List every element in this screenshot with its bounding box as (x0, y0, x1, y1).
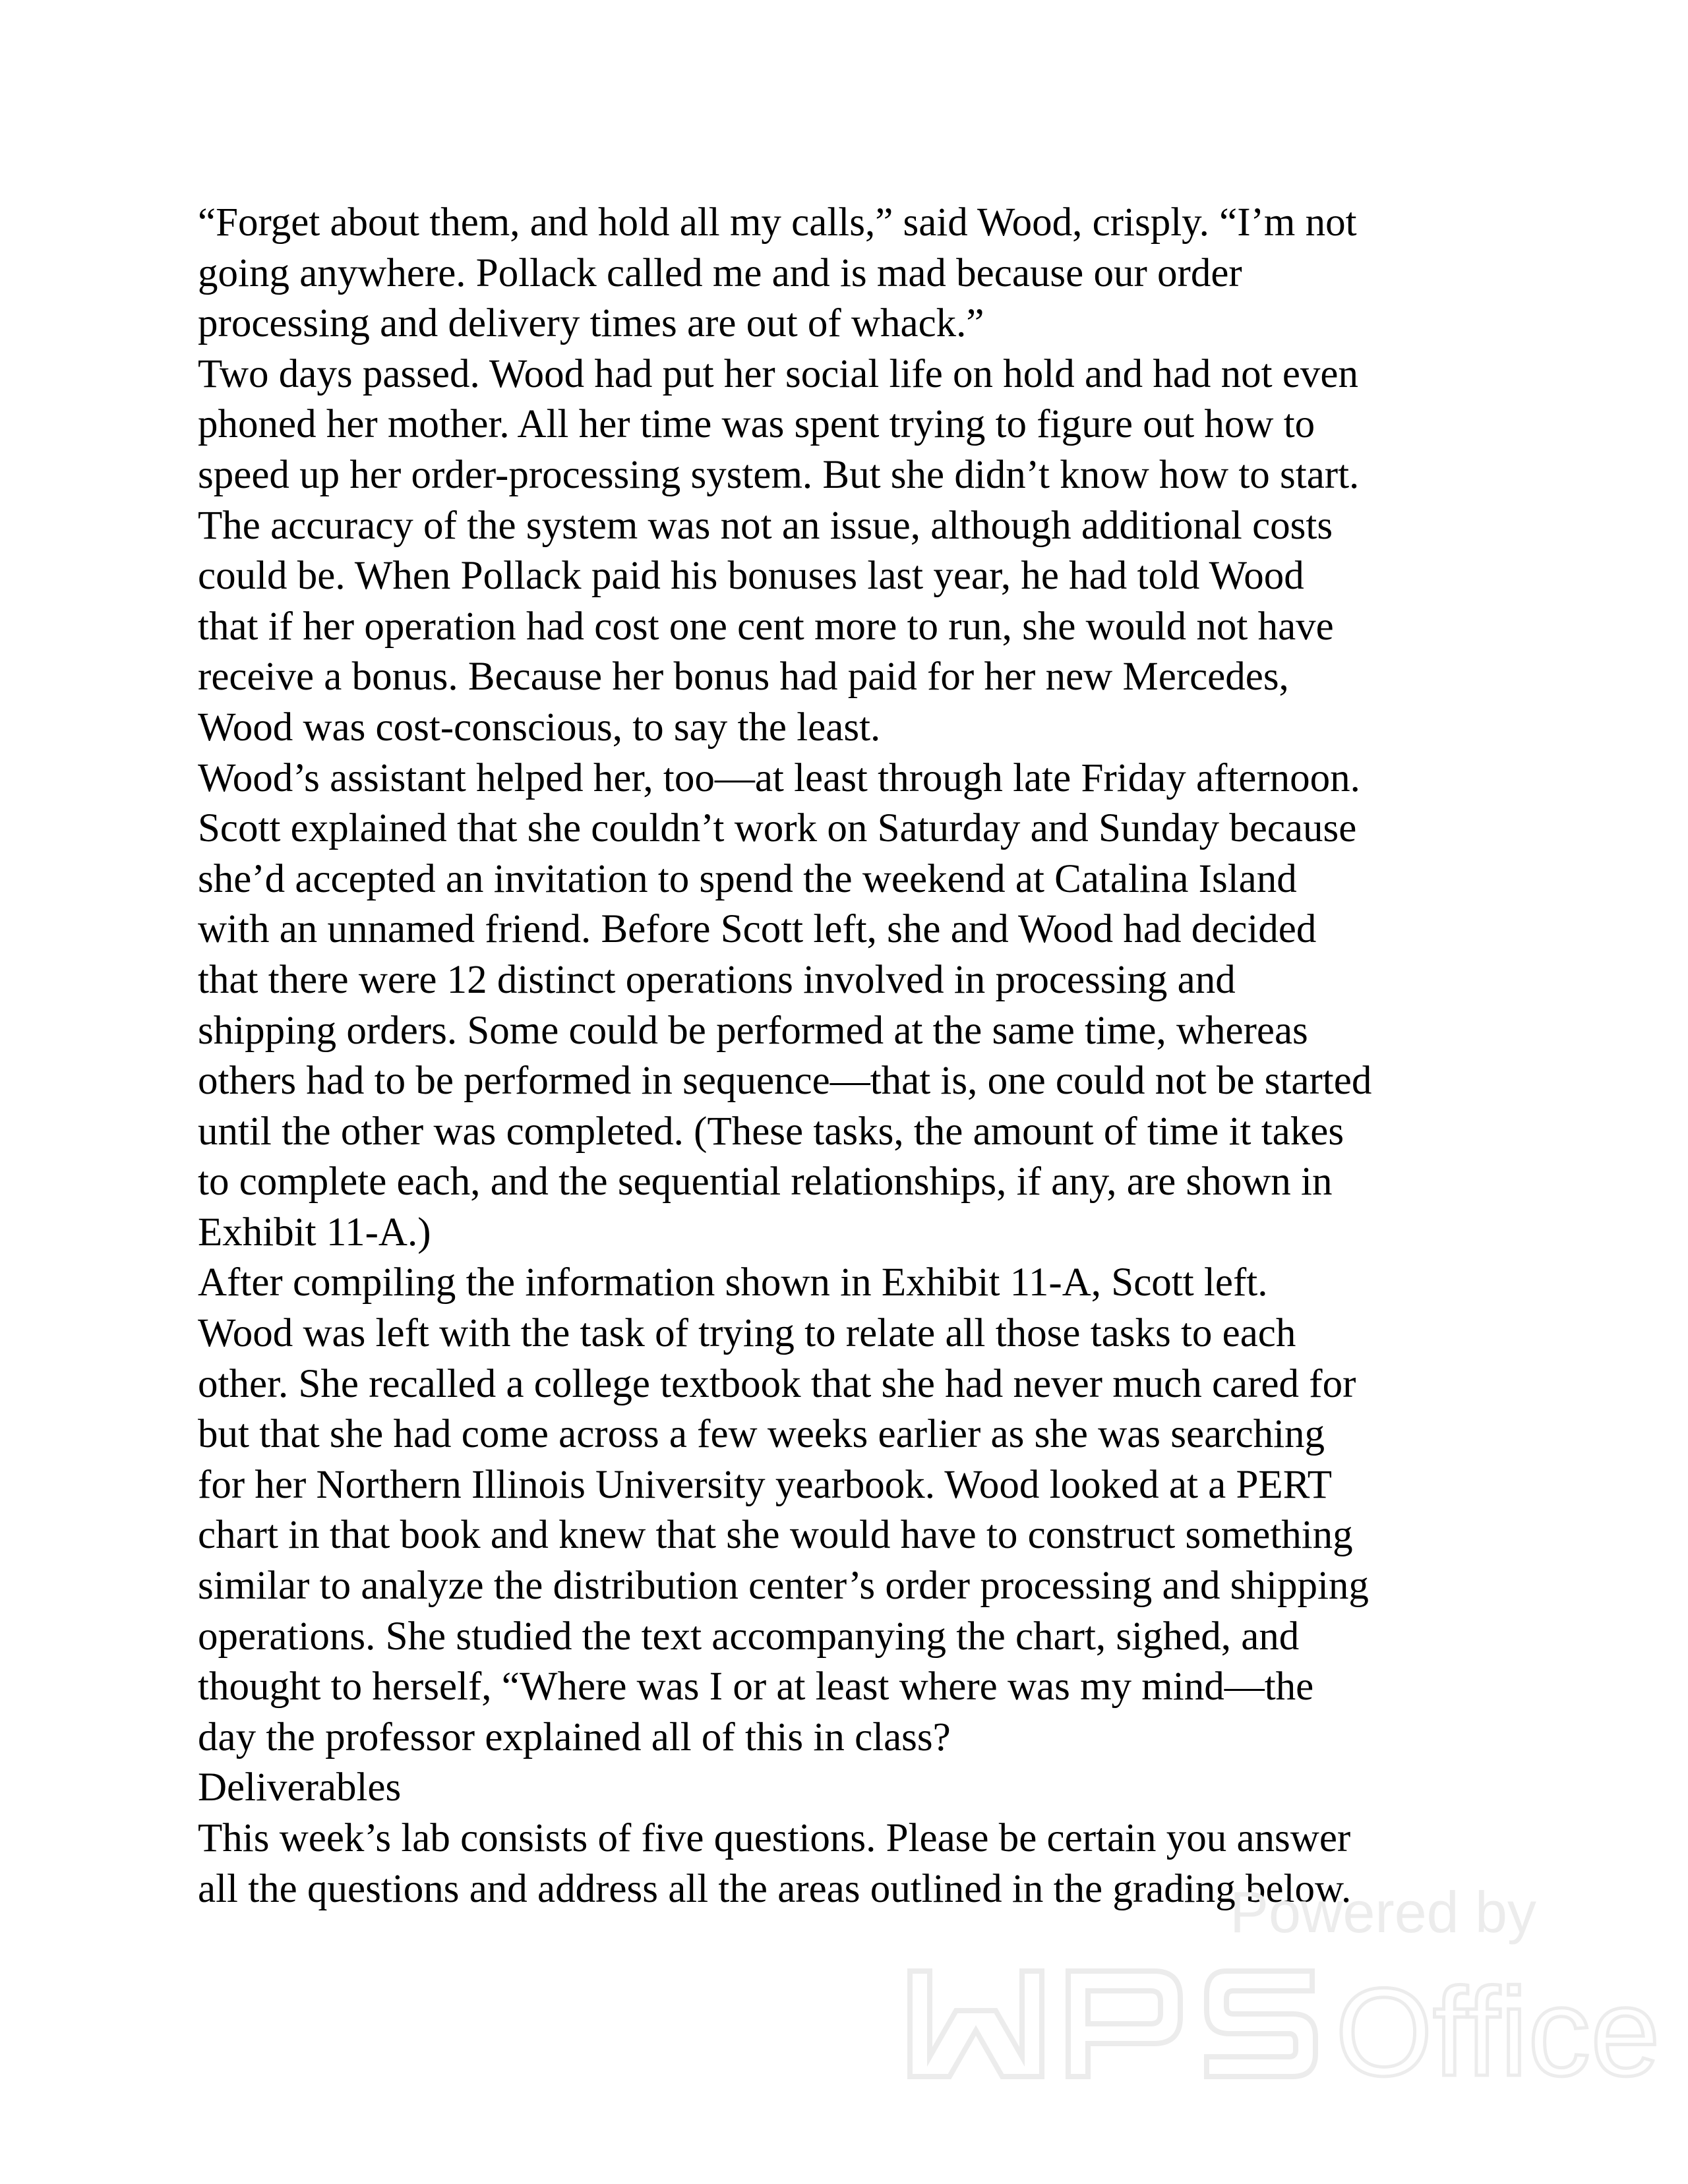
text-line: that if her operation had cost one cent more to run, she would not have (198, 604, 1334, 649)
text-line: she’d accepted an invitation to spend the weekend at Catalina Island (198, 856, 1297, 901)
watermark-powered-by: Powered by (1230, 1879, 1536, 1945)
document-text (198, 198, 1517, 1914)
text-line: until the other was completed. (These tasks, the amount of time it takes (198, 1109, 1344, 1154)
text-line: similar to analyze the distribution center’s order processing and shipping (198, 1564, 1369, 1608)
text-line: Wood was left with the task of trying to relate all those tasks to each (198, 1311, 1296, 1356)
svg-text:Office: Office (1335, 1963, 1660, 2102)
text-line: thought to herself, “Where was I or at least where was my mind—the (198, 1665, 1314, 1709)
text-line: operations. She studied the text accompanying the chart, sighed, and (198, 1614, 1300, 1659)
text-line: with an unnamed friend. Before Scott left, she and Wood had decided (198, 907, 1317, 952)
text-line: “Forget about them, and hold all my calls,” said Wood, crisply. “I’m not (198, 200, 1357, 245)
text-line: phoned her mother. All her time was spent trying to figure out how to (198, 402, 1315, 447)
text-line: Wood’s assistant helped her, too—at least through late Friday afternoon. (198, 755, 1360, 800)
wps-office-logo-icon (903, 1958, 1660, 2102)
text-line: but that she had come across a few weeks earlier as she was searching (198, 1412, 1325, 1457)
text-line: Deliverables (198, 1765, 402, 1810)
text-line: that there were 12 distinct operations involved in processing and (198, 957, 1236, 1002)
text-line: After compiling the information shown in Exhibit 11-A, Scott left. (198, 1260, 1268, 1305)
text-line: could be. When Pollack paid his bonuses last year, he had told Wood (198, 554, 1304, 599)
text-line: Scott explained that she couldn’t work on Saturday and Sunday because (198, 806, 1357, 851)
text-line: This week’s lab consists of five questions. Please be certain you answer (198, 1816, 1351, 1860)
text-line: processing and delivery times are out of whack.” (198, 301, 984, 346)
text-line: others had to be performed in sequence—that is, one could not be started (198, 1059, 1372, 1104)
text-line: for her Northern Illinois University yearbook. Wood looked at a PERT (198, 1462, 1332, 1507)
text-line: other. She recalled a college textbook that she had never much cared for (198, 1361, 1356, 1406)
text-line: chart in that book and knew that she would have to construct something (198, 1513, 1353, 1558)
text-line: The accuracy of the system was not an issue, although additional costs (198, 503, 1333, 548)
text-line: Wood was cost-conscious, to say the least. (198, 705, 881, 750)
text-line: receive a bonus. Because her bonus had paid for her new Mercedes, (198, 655, 1289, 699)
text-line: shipping orders. Some could be performed at the same time, whereas (198, 1008, 1308, 1053)
text-line: to complete each, and the sequential relationships, if any, are shown in (198, 1160, 1333, 1204)
text-line: day the professor explained all of this in class? (198, 1715, 951, 1759)
text-line: Exhibit 11-A.) (198, 1210, 431, 1254)
text-line: going anywhere. Pollack called me and is mad because our order (198, 251, 1242, 295)
text-line: Two days passed. Wood had put her social life on hold and had not even (198, 351, 1359, 396)
text-line: all the questions and address all the areas outlined in the grading below. (198, 1866, 1352, 1911)
text-line: speed up her order-processing system. But she didn’t know how to start. (198, 452, 1360, 497)
